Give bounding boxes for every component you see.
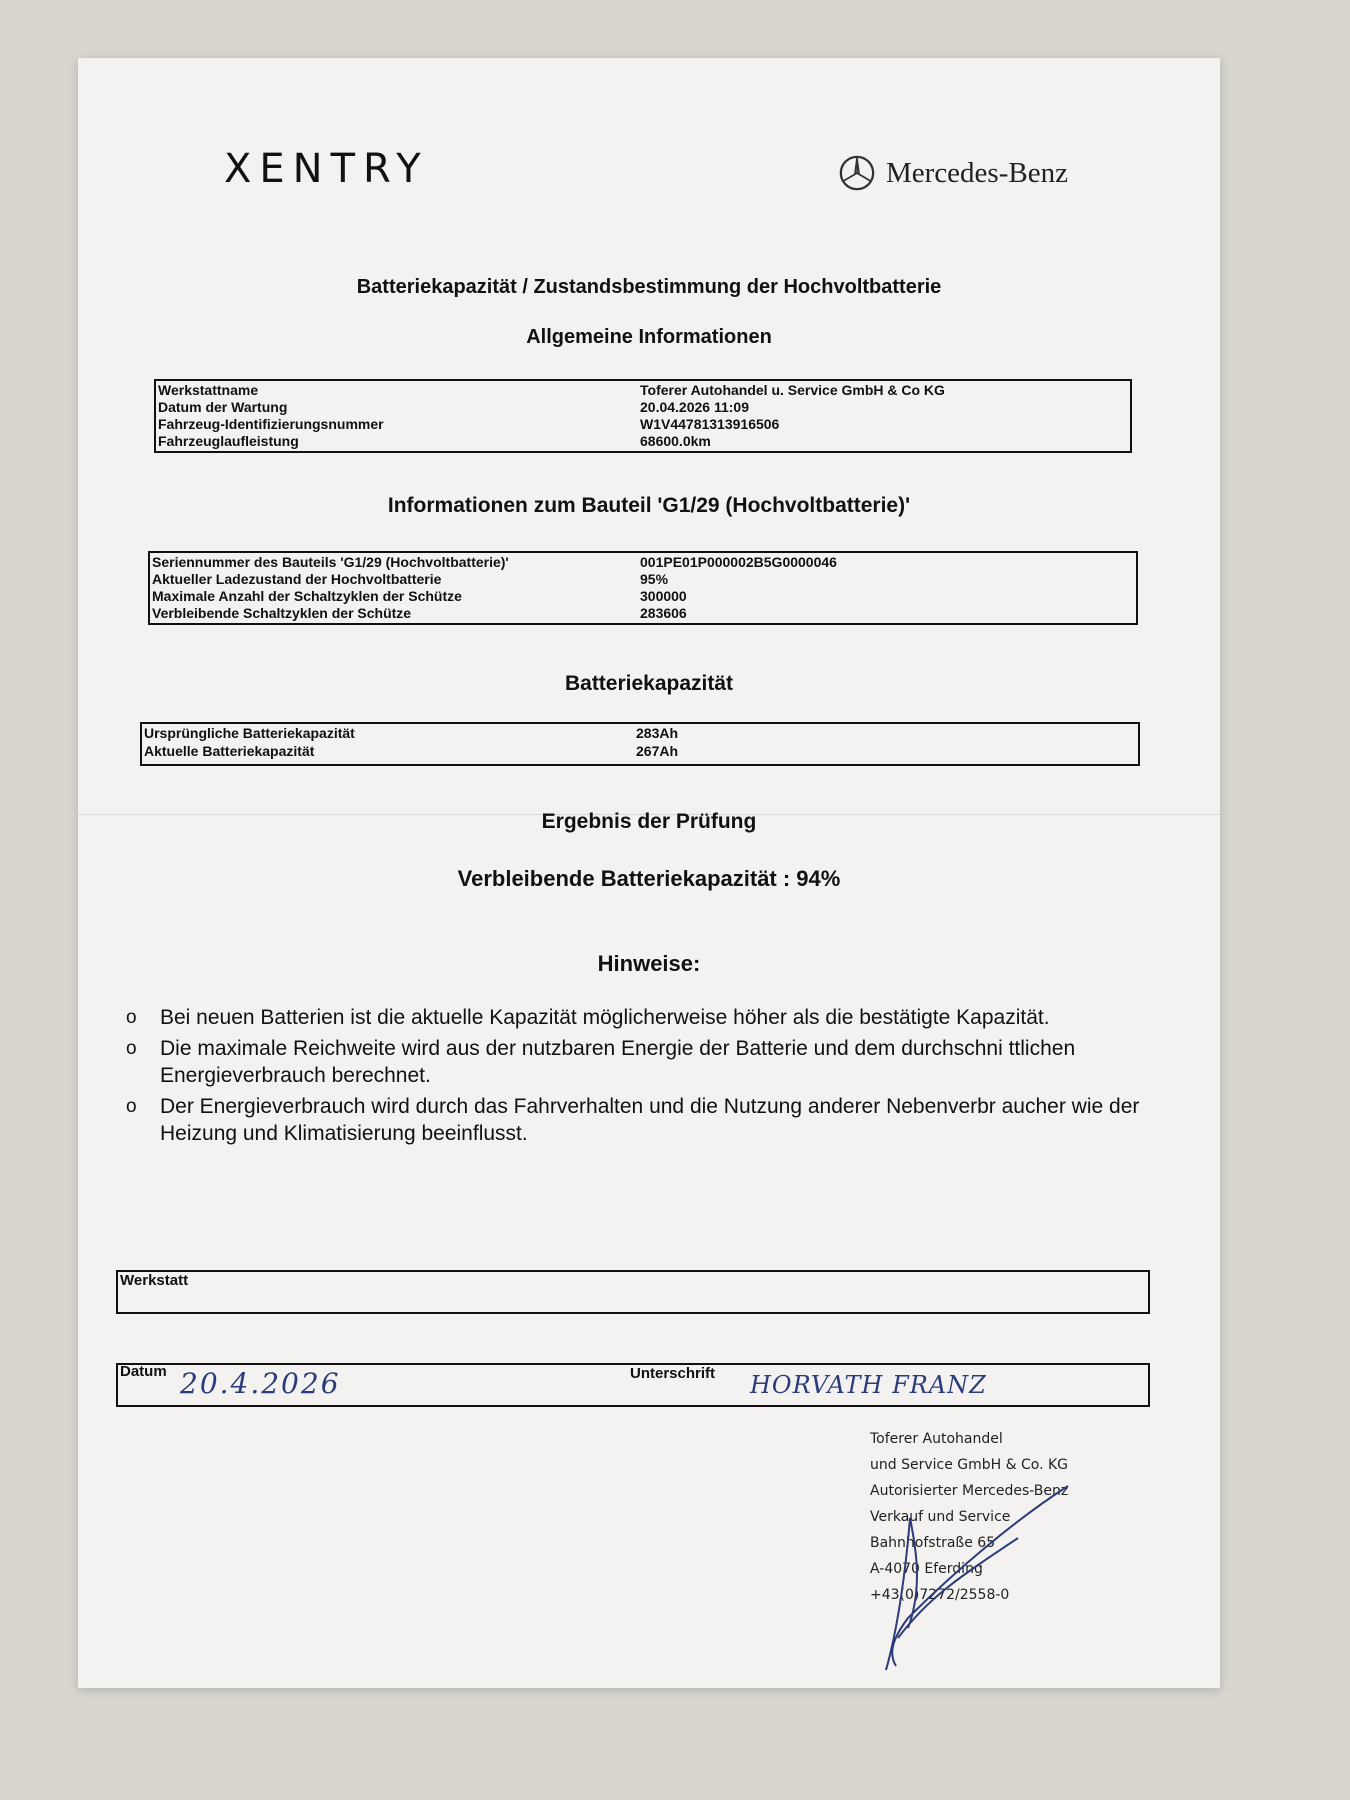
stamp-line: Autorisierter Mercedes-Benz: [870, 1483, 1069, 1499]
row-label: Ursprüngliche Batteriekapazität: [144, 725, 355, 741]
notes-heading: Hinweise:: [597, 951, 701, 976]
table-row: [156, 433, 1130, 450]
mercedes-benz-logo: [838, 154, 1068, 192]
table-row: [156, 399, 1130, 416]
row-value: W1V44781313916506: [640, 416, 780, 432]
row-label: Fahrzeuglaufleistung: [158, 433, 299, 449]
row-label: Verbleibende Schaltzyklen der Schütze: [152, 605, 412, 621]
mercedes-star-icon: [838, 154, 876, 192]
date-signature-field: [116, 1363, 1150, 1407]
general-info-table: [154, 379, 1132, 453]
row-value: 001PE01P000002B5G0000046: [640, 554, 837, 570]
mercedes-benz-wordmark: Mercedes-Benz: [886, 156, 1068, 189]
stamp-signature-scribble: [868, 1478, 1078, 1688]
stamp-line: Verkauf und Service: [870, 1509, 1011, 1525]
row-label: Aktuelle Batteriekapazität: [144, 743, 315, 759]
table-row: [150, 571, 1136, 588]
capacity-table: [140, 722, 1140, 766]
row-value: 300000: [640, 588, 687, 604]
list-item: [124, 1093, 1164, 1147]
table-row: [142, 725, 1138, 742]
row-label: Fahrzeug-Identifizierungsnummer: [158, 416, 384, 432]
row-value: 20.04.2026 11:09: [640, 399, 749, 415]
result-text: Verbleibende Batteriekapazität : 94%: [457, 866, 841, 891]
row-value: Toferer Autohandel u. Service GmbH & Co KG: [640, 382, 945, 398]
component-info-table: [148, 551, 1138, 625]
row-label: Seriennummer des Bauteils 'G1/29 (Hochvoltbatterie)': [152, 554, 509, 570]
notes-list: [124, 1004, 1164, 1151]
stamp-line: A-4070 Eferding: [870, 1561, 983, 1577]
bullet: o: [126, 1096, 137, 1117]
bullet: o: [126, 1038, 137, 1059]
workshop-field: [116, 1270, 1150, 1314]
stamp-line: +43(0)7272/2558-0: [870, 1587, 1010, 1603]
signature-field-label: Unterschrift: [630, 1365, 716, 1382]
document-page: [78, 58, 1220, 1688]
stamp-line: Toferer Autohandel: [870, 1431, 1003, 1447]
stamp-line: Bahnhofstraße 65: [870, 1535, 996, 1551]
bullet: o: [126, 1007, 137, 1028]
table-row: [150, 554, 1136, 571]
capacity-heading: Batteriekapazität: [564, 672, 734, 695]
row-label: Werkstattname: [158, 382, 259, 398]
row-value: 283Ah: [636, 725, 679, 741]
component-info-heading: Informationen zum Bauteil 'G1/29 (Hochvoltbatterie)': [387, 494, 911, 517]
workshop-field-label: Werkstatt: [120, 1272, 189, 1289]
result-heading: Ergebnis der Prüfung: [541, 810, 757, 833]
table-row: [142, 743, 1138, 760]
general-info-heading: Allgemeine Informationen: [526, 326, 772, 348]
row-label: Maximale Anzahl der Schaltzyklen der Schütze: [152, 588, 462, 604]
table-row: [150, 605, 1136, 622]
date-field-label: Datum: [120, 1363, 167, 1380]
document-title: Batteriekapazität / Zustandsbestimmung der Hochvoltbatterie: [356, 276, 942, 298]
note-text: Bei neuen Batterien ist die aktuelle Kapazität möglicherweise höher als die bestätigte Kapazität.: [160, 1006, 1050, 1029]
note-text: Die maximale Reichweite wird aus der nutzbaren Energie der Batterie und dem durchschni ttlichen Energieverbrauch berechnet.: [160, 1037, 1076, 1087]
note-text: Der Energieverbrauch wird durch das Fahrverhalten und die Nutzung anderer Nebenverbr aucher wie der Heizung und Klimatisierung beeinflusst.: [160, 1095, 1140, 1145]
row-label: Datum der Wartung: [158, 399, 288, 415]
table-row: [156, 382, 1130, 399]
handwritten-date: 20.4.2026: [180, 1367, 341, 1400]
row-value: 68600.0km: [640, 433, 711, 449]
row-value: 95%: [640, 571, 669, 587]
table-row: [150, 588, 1136, 605]
list-item: [124, 1035, 1164, 1089]
handwritten-signature: HORVATH FRANZ: [750, 1371, 987, 1399]
list-item: [124, 1004, 1164, 1031]
xentry-logo: XENTRY: [224, 146, 429, 192]
table-row: [156, 416, 1130, 433]
row-value: 267Ah: [636, 743, 679, 759]
stamp-line: und Service GmbH & Co. KG: [870, 1457, 1069, 1473]
row-label: Aktueller Ladezustand der Hochvoltbatterie: [152, 571, 442, 587]
row-value: 283606: [640, 605, 687, 621]
